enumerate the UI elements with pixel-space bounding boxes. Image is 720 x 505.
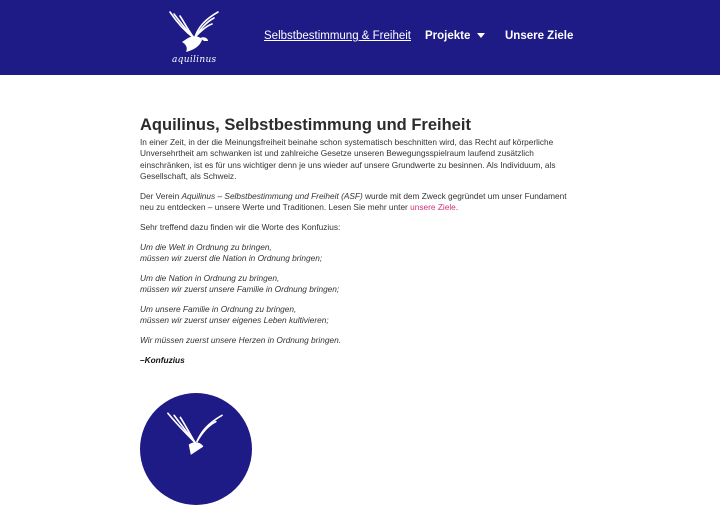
quote-author: –Konfuzius bbox=[140, 354, 185, 365]
intro-paragraph: In einer Zeit, in der die Meinungsfreiheit beinahe schon systematisch beschnitten wird, das Recht auf körperliche Unversehrtheit am schwanken ist und zahlreiche Gesetze unseren Bewegungsspielraum laufend zusätzlich einschränken, ist es für uns wichtiger denn je uns wieder auf unsere Grundwerte zu besinnen. Als Individuum, als Gesellschaft, als Schweiz. bbox=[140, 137, 556, 181]
association-name: Aquilinus – Selbstbestimmung und Freiheit (ASF) bbox=[181, 190, 363, 201]
page-title: Aquilinus, Selbstbestimmung und Freiheit bbox=[140, 116, 471, 134]
quote-line: Um die Nation in Ordnung zu bringen, bbox=[140, 272, 280, 283]
quote-line: Um unsere Familie in Ordnung zu bringen, bbox=[140, 303, 297, 314]
quote-last-line: Wir müssen zuerst unsere Herzen in Ordnung bringen. bbox=[140, 334, 341, 345]
nav-item-selbstbestimmung[interactable]: Selbstbestimmung & Freiheit bbox=[264, 30, 412, 42]
association-text-post: . bbox=[455, 201, 459, 212]
quote-stanza bbox=[140, 242, 580, 265]
main-nav bbox=[0, 30, 720, 46]
quote-stanza bbox=[140, 273, 580, 296]
unsere-ziele-link[interactable]: unsere Ziele bbox=[410, 201, 456, 212]
quote-line: müssen wir zuerst die Nation in Ordnung bringen; bbox=[140, 252, 323, 263]
nav-item-projekte[interactable] bbox=[425, 30, 485, 42]
logo-text: aquilinus bbox=[172, 55, 217, 65]
association-text-pre: Der Verein bbox=[140, 190, 182, 201]
nav-item-projekte-label: Projekte bbox=[425, 30, 471, 42]
association-text-mid: wurde mit dem Zweck gegründet um unser Fundament neu zu entdecken – unsere Werte und Traditionen. Lesen Sie mehr unter bbox=[140, 190, 567, 212]
chevron-down-icon bbox=[477, 33, 485, 38]
quote-line: Um die Welt in Ordnung zu bringen, bbox=[140, 241, 272, 252]
quote-stanza bbox=[140, 304, 580, 327]
quote-line: müssen wir zuerst unser eigenes Leben kultivieren; bbox=[140, 315, 329, 326]
association-paragraph bbox=[140, 191, 580, 214]
round-logo bbox=[140, 393, 252, 505]
nav-item-unsere-ziele[interactable]: Unsere Ziele bbox=[505, 30, 574, 42]
quote-intro: Sehr treffend dazu finden wir die Worte des Konfuzius: bbox=[140, 221, 341, 232]
site-header bbox=[0, 0, 720, 75]
quote-line: müssen wir zuerst unsere Familie in Ordnung bringen; bbox=[140, 283, 340, 294]
main-content bbox=[140, 116, 580, 374]
